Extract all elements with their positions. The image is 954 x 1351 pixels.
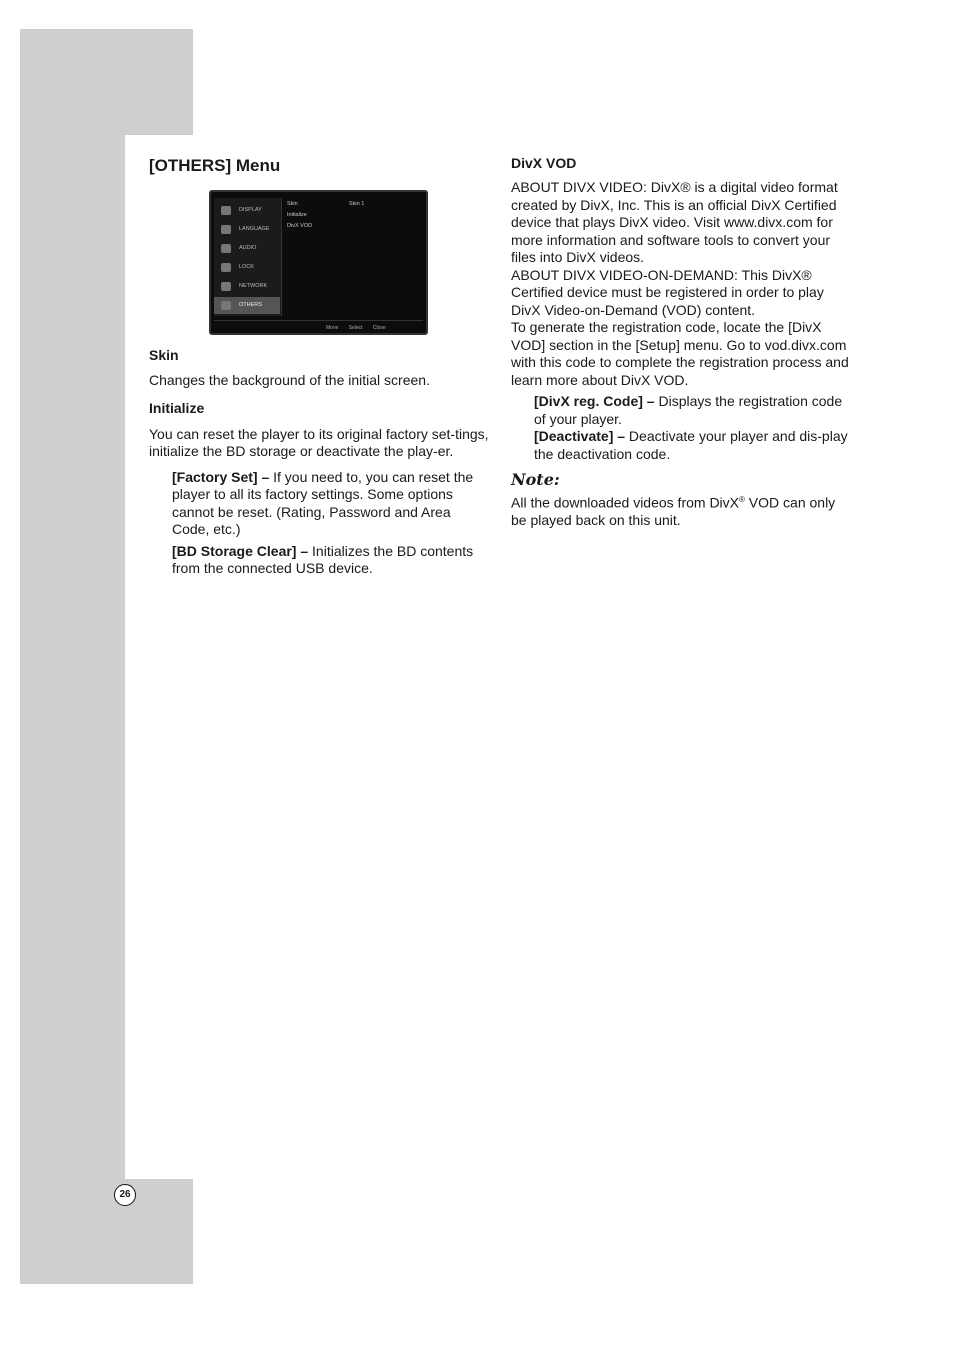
factory-set-item: [149, 469, 491, 539]
initialize-heading: Initialize: [149, 399, 205, 416]
menu-footer: [326, 325, 395, 331]
margin-band-left: [20, 135, 125, 1284]
deactivate-item: [511, 428, 853, 463]
section-title: [OTHERS] Menu: [149, 156, 281, 175]
menu-item-audio: AUDIO: [214, 240, 280, 257]
page-number: 26: [114, 1184, 136, 1206]
audio-icon: [221, 244, 231, 253]
initialize-text: You can reset the player to its original factory set-tings, initialize the BD storage or deactivate the play-er.: [149, 425, 489, 459]
menu-item-display: DISPLAY: [214, 202, 280, 219]
divx-vod-heading: DivX VOD: [511, 155, 577, 171]
factory-set-text: If you need to, you can reset the player to all its factory settings. Some options cannot be reset. (Rating, Password and Area Code, etc.): [172, 468, 474, 537]
network-icon: [221, 282, 231, 291]
factory-set-label: [Factory Set] –: [172, 468, 270, 485]
right-column: [511, 150, 853, 529]
divx-para-3: To generate the registration code, locate the [DivX VOD] section in the [Setup] menu. Go to vod.divx.com with this code to complete the registration process and learn more about DivX VOD.: [511, 319, 849, 388]
bd-storage-text: Initializes the BD contents from the connected USB device.: [172, 542, 474, 576]
move-hint: Move: [326, 325, 339, 331]
divx-reg-code-text: Displays the registration code of your player.: [534, 393, 843, 427]
menu-item-lock: LOCK: [214, 259, 280, 276]
deactivate-label: [Deactivate] –: [534, 428, 626, 444]
deactivate-text: Deactivate your player and dis-play the deactivation code.: [534, 428, 848, 462]
margin-band-top: [20, 29, 193, 135]
others-icon: [221, 301, 231, 310]
close-hint: Close: [372, 325, 386, 331]
option-skin: Skin: [287, 201, 298, 207]
bd-storage-label: [BD Storage Clear] –: [172, 542, 309, 559]
select-hint: Select: [348, 325, 363, 331]
menu-item-network: NETWORK: [214, 278, 280, 295]
divx-para-2: ABOUT DIVX VIDEO-ON-DEMAND: This DivX® Certified device must be registered in order to play DivX Video-on-Demand (VOD) content.: [511, 266, 824, 318]
lock-icon: [221, 263, 231, 272]
note-text: All the downloaded videos from DivX® VOD can only be played back on this unit.: [511, 494, 836, 528]
menu-item-others: OTHERS: [214, 297, 280, 314]
footer-divider: [214, 320, 423, 321]
skin-text: Changes the background of the initial screen.: [149, 372, 430, 388]
language-icon: [221, 225, 231, 234]
display-icon: [221, 206, 231, 215]
bd-storage-item: [149, 543, 491, 578]
skin-heading: Skin: [149, 347, 179, 363]
divx-reg-code-label: [DivX reg. Code] –: [534, 393, 655, 409]
menu-item-language: LANGUAGE: [214, 221, 280, 238]
divx-para-1: ABOUT DIVX VIDEO: DivX® is a digital video format created by DivX, Inc. This is an official DivX Certified device that plays DivX video. Visit www.divx.com for more information and software tools to convert your files into DivX videos.: [511, 179, 838, 265]
note-heading: Note:: [511, 470, 560, 489]
others-menu-screenshot: [209, 190, 428, 335]
option-initialize: Initialize: [287, 212, 307, 218]
skin-value: Skin 1: [349, 201, 365, 207]
divx-reg-code-item: [511, 393, 853, 428]
option-divx-vod: DivX VOD: [287, 223, 313, 229]
left-column-body: [149, 347, 491, 578]
left-column: [149, 150, 491, 176]
